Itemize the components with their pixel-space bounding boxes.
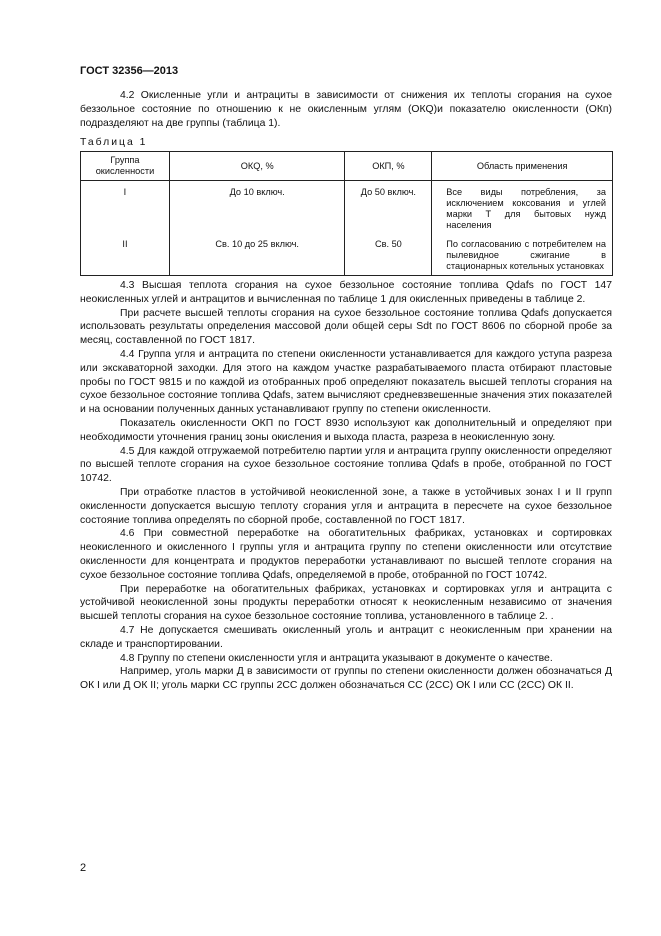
- table-row: [81, 233, 613, 275]
- paragraph: При расчете высшей теплоты сгорания на сухое беззольное состояние топлива Qdafs допускается использовать результаты определения массовой доли общей серы Sdt по ГОСТ 8606 по сборной пробе за месяц, составленной по ГОСТ 1817.: [80, 307, 612, 347]
- paragraph-4-5: 4.5 Для каждой отгружаемой потребителю партии угля и антрацита группу окисленности определяют по высшей теплоте сгорания на сухое беззольное состояние топлива Qdafs в пробе, отобранной по ГОСТ 10742.: [80, 445, 612, 485]
- body-text: [80, 279, 612, 693]
- cell-scope: Все виды потребления, за исключением коксования и углей марки Т для бытовых нужд населения: [432, 181, 613, 234]
- paragraph-4-7: 4.7 Не допускается смешивать окисленный уголь и антрацит с неокисленным при хранении на складе и транспортировании.: [80, 624, 612, 650]
- cell-okq: Св. 10 до 25 включ.: [169, 233, 345, 275]
- paragraph-4-3: 4.3 Высшая теплота сгорания на сухое беззольное состояние топлива Qdafs по ГОСТ 147 неокисленных углей и антрацитов и вычисленная по таблице 1 для окисленных приведены в таблице 2.: [80, 280, 612, 305]
- table-caption: Таблица 1: [80, 137, 148, 148]
- oxidation-groups-table: [80, 151, 613, 276]
- document-header: ГОСТ 32356—2013: [80, 65, 179, 77]
- paragraph-4-4: 4.4 Группа угля и антрацита по степени окисленности устанавливается для каждого уступа разреза или экскаваторной заходки. Для этого на каждом участке разрабатываемого пласта отбирают пластовые пробы по ГОСТ 9815 и по каждой из отобранных проб определяют показатель высшей теплоты сгорания на сухое беззольное состояние топлива Qdafs, затем вычисляют средневзвешенные значения этих показателей и на основании полученных данных устанавливают группу по степени окисленности.: [80, 348, 612, 416]
- table-row: [81, 181, 613, 234]
- cell-okp: До 50 включ.: [345, 181, 432, 234]
- paragraph-4-2: 4.2 Окисленные угли и антрациты в зависимости от снижения их теплоты сгорания на сухое беззольное состояние по отношению к не окисленным углям (ОКQ)и показателю окисленности (ОКп) подразделяют на две группы (таблица 1).: [80, 90, 612, 129]
- intro-text: [80, 89, 612, 130]
- paragraph: При отработке пластов в устойчивой неокисленной зоне, а также в устойчивых зонах I и II групп окисленности допускается высшую теплоту сгорания угля и антрацита в пересчете на сухое беззольное состояние топлива определять по сборной пробе, составленной по ГОСТ 1817.: [80, 486, 612, 526]
- header-scope: Область применения: [432, 152, 613, 181]
- header-okp: ОКП, %: [345, 152, 432, 181]
- paragraph: Показатель окисленности ОКП по ГОСТ 8930 используют как дополнительный и определяют при необходимости уточнения границ зоны окисления и выхода пласта, разреза в неокисленную зону.: [80, 417, 612, 443]
- cell-scope: По согласованию с потребителем на пылевидное сжигание в стационарных котельных установках: [432, 233, 613, 275]
- cell-group: I: [81, 181, 170, 234]
- cell-group: II: [81, 233, 170, 275]
- paragraph-4-8: 4.8 Группу по степени окисленности угля и антрацита указывают в документе о качестве.: [120, 652, 553, 664]
- paragraph: Например, уголь марки Д в зависимости от группы по степени окисленности должен обозначаться Д ОК I или Д ОК II; уголь марки СС группы 2СС должен обозначаться СС (2СС) ОК I или СС (2СС) ОК II.: [80, 666, 612, 692]
- cell-okp: Св. 50: [345, 233, 432, 275]
- paragraph: При переработке на обогатительных фабриках, установках и сортировках угля и антрацита с устойчивой неокисленной зоны продукты переработки относят к неокисленным независимо от значения высшей теплоты сгорания на сухое беззольное состояние топлива, установленного в таблице 2. .: [80, 583, 612, 623]
- paragraph-4-6: 4.6 При совместной переработке на обогатительных фабриках, установках и сортировках неокисленного и окисленного I группы угля и антрацита группу по степени окисленности или отсутствие окисленности для концентрата и продуктов переработки устанавливают по высшей теплоте сгорания на сухое беззольное состояние топлива Qdafs, определяемой в пробе, отобранной по ГОСТ 10742.: [80, 528, 612, 581]
- page-number: 2: [80, 862, 87, 874]
- table-header-row: [81, 152, 613, 181]
- header-group: Группа окисленности: [81, 152, 170, 181]
- cell-okq: До 10 включ.: [169, 181, 345, 234]
- header-okq: ОКQ, %: [169, 152, 345, 181]
